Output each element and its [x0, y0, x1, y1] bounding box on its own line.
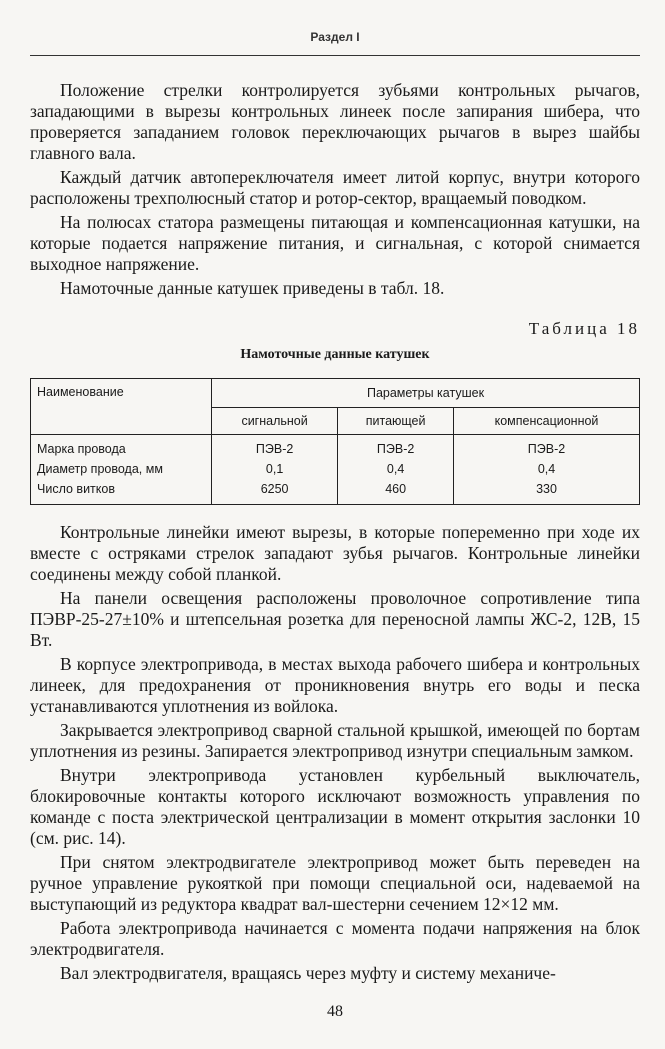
table-row-label: Диаметр провода, мм — [31, 459, 212, 479]
paragraph: На полюсах статора размещены питающая и компенсационная катушки, на которые подается напряжение питания, и сигнальная, с которой снимается выходное напряжение. — [30, 212, 640, 274]
header-divider — [30, 55, 640, 56]
table-cell: ПЭВ-2 — [454, 435, 640, 460]
section-header: Раздел I — [310, 30, 360, 44]
paragraph: Намоточные данные катушек приведены в табл. 18. — [60, 278, 445, 298]
table-title: Намоточные данные катушек — [240, 347, 430, 362]
coil-winding-table — [30, 378, 640, 505]
table-row — [31, 459, 640, 479]
paragraph: Закрывается электропривод сварной стальной крышкой, имеющей по бортам уплотнения из резины. Запирается электропривод изнутри специальным замком. — [30, 720, 640, 761]
table-cell: ПЭВ-2 — [212, 435, 338, 460]
paragraph: Вал электродвигателя, вращаясь через муфту и систему механиче- — [60, 963, 556, 983]
table-header-col: компенсационной — [454, 408, 640, 435]
table-header-name: Наименование — [31, 379, 212, 435]
body-text-bottom — [30, 522, 640, 987]
body-text-top — [30, 80, 640, 302]
table-cell: 0,4 — [338, 459, 454, 479]
table-cell: 6250 — [212, 479, 338, 505]
paragraph: Внутри электропривода установлен курбельный выключатель, блокировочные контакты которого исключают возможность управления по команде с поста электрической централизации в момент открытия заслонки 10 (см. рис. 14). — [30, 765, 640, 848]
table-row — [31, 435, 640, 460]
table-cell: 330 — [454, 479, 640, 505]
page-number: 48 — [327, 1003, 343, 1020]
table-cell: 0,4 — [454, 459, 640, 479]
paragraph: В корпусе электропривода, в местах выхода рабочего шибера и контрольных линеек, для предохранения от проникновения внутрь его воды и песка устанавливаются уплотнения из войлока. — [30, 654, 640, 716]
paragraph: При снятом электродвигателе электропривод может быть переведен на ручное управление рукояткой при помощи специальной оси, надеваемой на выступающий из редуктора квадрат вал-шестерни сечением 12×12 мм. — [30, 852, 640, 914]
table-cell: 0,1 — [212, 459, 338, 479]
table-header-col: питающей — [338, 408, 454, 435]
table-header-col: сигнальной — [212, 408, 338, 435]
table-label: Таблица 18 — [528, 319, 640, 338]
table-cell: ПЭВ-2 — [338, 435, 454, 460]
table-cell: 460 — [338, 479, 454, 505]
table-row-label: Марка провода — [31, 435, 212, 460]
table-row — [31, 479, 640, 505]
paragraph: Работа электропривода начинается с момента подачи напряжения на блок электродвигателя. — [30, 918, 640, 959]
table-header-group: Параметры катушек — [212, 379, 640, 408]
paragraph: Положение стрелки контролируется зубьями контрольных рычагов, западающими в вырезы контрольных линеек после запирания шибера, что проверяется западанием головок переключающих рычагов в вырез шайбы главного вала. — [30, 80, 640, 163]
table-row-label: Число витков — [31, 479, 212, 505]
paragraph: На панели освещения расположены проволочное сопротивление типа ПЭВР-25-27±10% и штепсельная розетка для переносной лампы ЖС-2, 12В, 15 Вт. — [30, 588, 640, 650]
paragraph: Каждый датчик автопереключателя имеет литой корпус, внутри которого расположены трехполюсный статор и ротор-сектор, вращаемый поводком. — [30, 167, 640, 208]
paragraph: Контрольные линейки имеют вырезы, в которые попеременно при ходе их вместе с остряками стрелок западают зубья рычагов. Контрольные линейки соединены между собой планкой. — [30, 522, 640, 584]
